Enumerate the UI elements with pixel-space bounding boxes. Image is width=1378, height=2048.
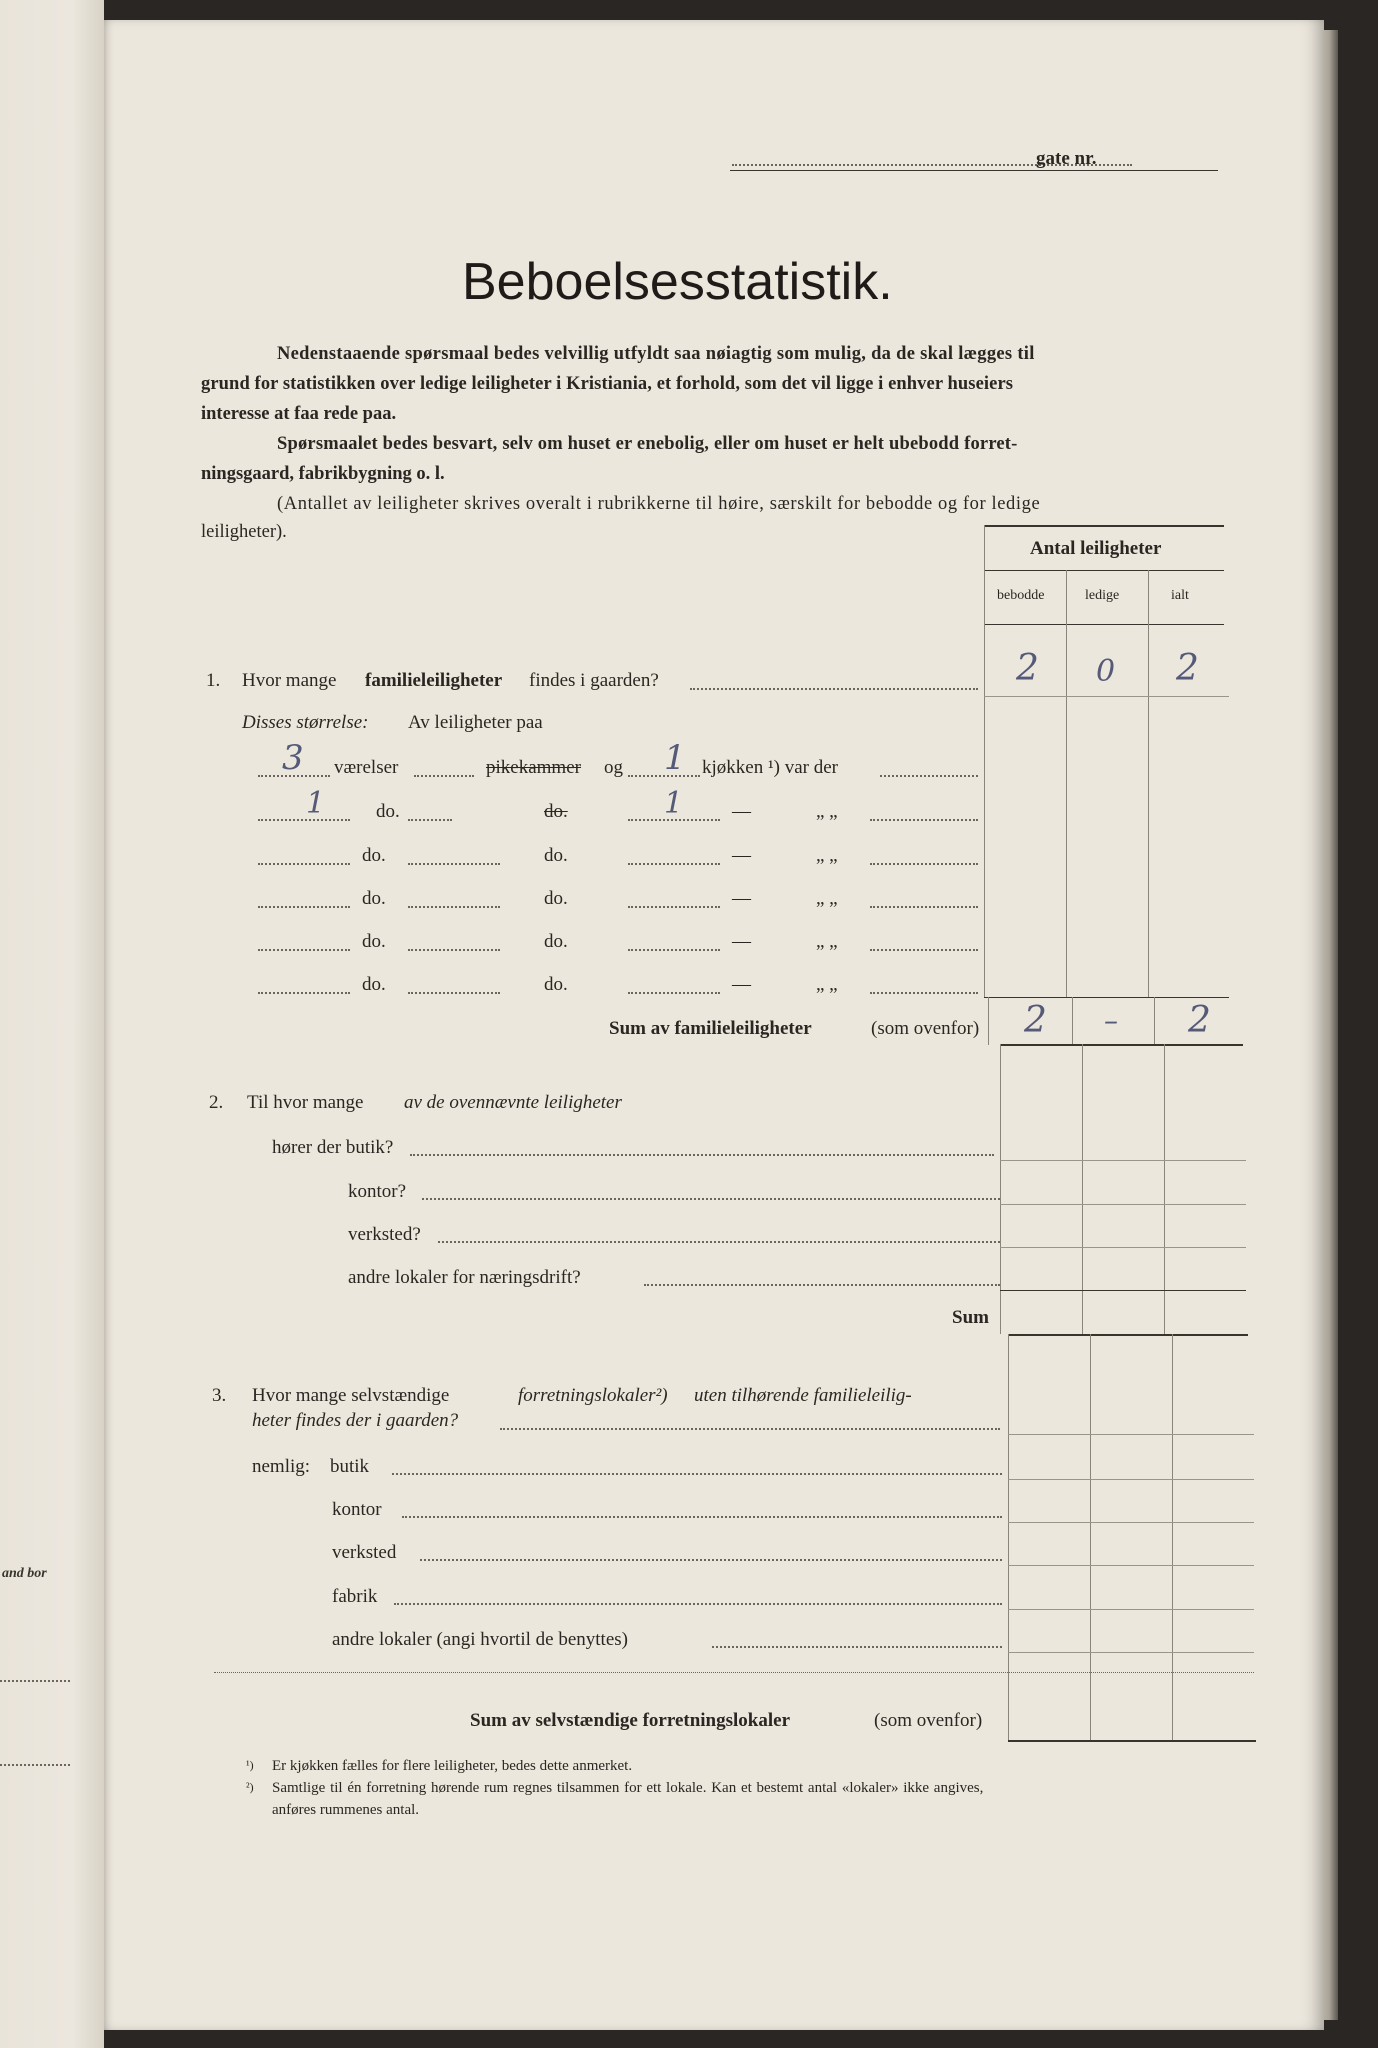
col-divider — [988, 997, 989, 1045]
col-header-ledige: ledige — [1085, 588, 1120, 603]
ditto-marks: „ „ — [816, 801, 838, 822]
q1-sum-label: Sum av familieleiligheter — [609, 1018, 812, 1039]
rooms-field[interactable] — [258, 863, 350, 865]
q3-item-verksted: verksted — [332, 1542, 397, 1563]
q2-number: 2. — [209, 1092, 224, 1113]
rooms-label: do. — [362, 888, 386, 909]
leader-dots — [644, 1284, 1000, 1286]
leader-dots — [500, 1428, 1000, 1430]
leader-dots — [880, 775, 978, 777]
col-divider — [1072, 997, 1073, 1045]
maid-room-label: do. — [544, 974, 568, 995]
col-divider — [1008, 1334, 1009, 1742]
q1-sum-label-b: (som ovenfor) — [871, 1018, 980, 1039]
sizes-intro-a: Disses størrelse: — [242, 712, 369, 733]
q2-item-verksted: verksted? — [348, 1224, 421, 1245]
maid-field[interactable] — [408, 992, 500, 994]
row-rule — [1000, 1204, 1246, 1205]
q3-item-andre: andre lokaler (angi hvortil de benyttes) — [332, 1629, 628, 1650]
table-rule — [984, 624, 1224, 625]
rooms-value[interactable]: 1 — [306, 786, 326, 821]
rooms-label: do. — [362, 974, 386, 995]
q1-sum-ledige[interactable]: – — [1104, 1004, 1118, 1037]
dash: — — [732, 974, 751, 995]
row-rule — [1008, 1652, 1254, 1653]
intro-line: leiligheter). — [201, 522, 287, 542]
q1-number: 1. — [206, 670, 221, 691]
rooms-label: do. — [362, 845, 386, 866]
col-divider — [1066, 570, 1067, 997]
maid-field[interactable] — [408, 906, 500, 908]
leader-dots — [438, 1241, 1000, 1243]
q3-text-c: uten tilhørende familieleilig- — [694, 1385, 912, 1406]
leader-dots — [392, 1473, 1002, 1475]
margin-dotline — [0, 1680, 70, 1682]
gate-label: gate nr. — [1036, 148, 1097, 169]
q2-text-b: av de ovennævnte leiligheter — [404, 1092, 622, 1113]
margin-dotline — [0, 1764, 70, 1766]
leader-dots — [402, 1516, 1002, 1518]
maid-room-label: do. — [544, 845, 568, 866]
q1-ialt-value[interactable]: 2 — [1176, 648, 1199, 689]
row-rule — [1000, 1160, 1246, 1161]
rooms-field[interactable] — [258, 992, 350, 994]
street-underline — [730, 170, 1218, 171]
intro-line: ningsgaard, fabrikbygning o. l. — [201, 464, 445, 484]
q2-item-butik: hører der butik? — [272, 1137, 394, 1158]
q3-item-butik: butik — [330, 1456, 370, 1477]
leader-dots — [870, 863, 978, 865]
col-divider — [984, 525, 985, 997]
q3-sum-label: Sum av selvstændige forretningslokaler — [470, 1710, 791, 1731]
kitchen-field[interactable] — [628, 992, 720, 994]
maid-room-label: do. — [544, 888, 568, 909]
footnote-1: Er kjøkken fælles for flere leiligheter, bedes dette anmerket. — [272, 1758, 633, 1774]
blank-line[interactable] — [214, 1672, 1254, 1673]
q3-text-d: heter findes der i gaarden? — [252, 1410, 459, 1431]
footnote-2a: Samtlige til én forretning hørende rum regnes tilsammen for ett lokale. Kan et bestemt antal «lokaler» ikke angives, — [272, 1780, 984, 1796]
kitchen-field[interactable] — [628, 863, 720, 865]
kitchen-field[interactable] — [628, 906, 720, 908]
footnote-2b: anføres rummenes antal. — [272, 1802, 420, 1818]
leader-dots — [870, 906, 978, 908]
ditto-marks: „ „ — [816, 974, 838, 995]
intro-line: interesse at faa rede paa. — [201, 404, 397, 424]
q3-text-b: forretningslokaler²) — [518, 1385, 668, 1406]
q1-text-b: familieleiligheter — [365, 670, 503, 691]
ditto-marks: „ „ — [816, 845, 838, 866]
row-rule — [1008, 1479, 1254, 1480]
q1-ledige-value[interactable]: 0 — [1096, 654, 1116, 689]
sum-rule — [1008, 1740, 1256, 1742]
margin-fragment: and bor — [2, 1566, 47, 1581]
col-header-ialt: ialt — [1171, 588, 1189, 603]
maid-room-label: do. — [544, 931, 568, 952]
col-divider — [1172, 1334, 1173, 1742]
row-rule — [1000, 1290, 1246, 1291]
leader-dots — [870, 992, 978, 994]
rooms-label: do. — [362, 931, 386, 952]
ditto-marks: „ „ — [816, 888, 838, 909]
q1-sum-bebodde[interactable]: 2 — [1024, 1000, 1047, 1041]
row-rule — [1008, 1434, 1254, 1435]
maid-field[interactable] — [408, 949, 500, 951]
leader-dots — [422, 1198, 1000, 1200]
intro-line: grund for statistikken over ledige leiligheter i Kristiania, et forhold, som det vil ligge i enhver huseiers — [201, 374, 1014, 394]
q1-bebodde-value[interactable]: 2 — [1016, 648, 1039, 689]
table-title: Antal leiligheter — [1030, 538, 1162, 559]
row-rule — [1008, 1522, 1254, 1523]
leader-dots — [870, 949, 978, 951]
col-header-bebodde: bebodde — [997, 588, 1045, 603]
col-divider — [1154, 997, 1155, 1045]
leader-dots — [420, 1559, 1002, 1561]
rooms-field[interactable] — [258, 949, 350, 951]
leader-dots — [690, 688, 978, 690]
maid-field[interactable] — [408, 819, 452, 821]
kitchen-field[interactable] — [628, 949, 720, 951]
sum-rule — [1000, 1044, 1243, 1046]
leader-dots — [394, 1603, 1002, 1605]
dash: — — [732, 801, 751, 822]
kitchen-label: kjøkken ¹) var der — [702, 757, 839, 778]
table-top-rule — [984, 525, 1224, 527]
q3-sum-label-b: (som ovenfor) — [874, 1710, 983, 1731]
row-rule — [1008, 1565, 1254, 1566]
table-rule — [984, 570, 1224, 571]
q1-sum-ialt[interactable]: 2 — [1188, 1000, 1211, 1041]
maid-field[interactable] — [414, 775, 474, 777]
rooms-field[interactable] — [258, 819, 350, 821]
q2-sum-label: Sum — [952, 1307, 989, 1328]
intro-line: Spørsmaalet bedes besvart, selv om huset er enebolig, eller om huset er helt ubebodd forret- — [277, 434, 1018, 454]
and-label: og — [604, 757, 623, 778]
q3-item-fabrik: fabrik — [332, 1586, 378, 1607]
maid-room-label: pikekammer — [486, 757, 581, 778]
maid-field[interactable] — [408, 863, 500, 865]
row-rule — [1000, 1247, 1246, 1248]
dash: — — [732, 888, 751, 909]
dash: — — [732, 845, 751, 866]
maid-room-label: do. — [544, 801, 568, 822]
leader-dots — [870, 819, 978, 821]
intro-line: Nedenstaaende spørsmaal bedes velvillig utfyldt saa nøiagtig som mulig, da de skal lægges til — [277, 344, 1035, 364]
q2-item-andre: andre lokaler for næringsdrift? — [348, 1267, 581, 1288]
q3-nemlig: nemlig: — [252, 1456, 311, 1477]
footnote-2-mark: ²) — [246, 1780, 254, 1794]
rooms-field[interactable] — [258, 906, 350, 908]
q3-number: 3. — [212, 1385, 227, 1406]
kitchen-value[interactable]: 1 — [664, 786, 684, 821]
dash: — — [732, 931, 751, 952]
q3-item-kontor: kontor — [332, 1499, 382, 1520]
form-page — [104, 20, 1324, 2030]
col-divider — [1148, 570, 1149, 997]
row-rule — [1008, 1609, 1254, 1610]
sum-rule — [1008, 1334, 1248, 1336]
q2-text-a: Til hvor mange — [247, 1092, 364, 1113]
ditto-marks: „ „ — [816, 931, 838, 952]
row-rule — [984, 696, 1229, 697]
rooms-label: do. — [376, 801, 400, 822]
leader-dots — [410, 1154, 994, 1156]
q2-item-kontor: kontor? — [348, 1181, 407, 1202]
page-title: Beboelsesstatistik. — [462, 253, 893, 311]
rooms-label: værelser — [334, 757, 399, 778]
intro-line: (Antallet av leiligheter skrives overalt i rubrikkerne til høire, særskilt for bebodde og for ledige — [277, 494, 1041, 514]
table-rule — [984, 997, 1229, 998]
col-divider — [1090, 1334, 1091, 1742]
adjacent-page — [0, 0, 104, 2048]
kitchen-value[interactable]: 1 — [664, 738, 686, 778]
footnote-1-mark: ¹) — [246, 1758, 254, 1772]
q3-text-a: Hvor mange selvstændige — [252, 1385, 450, 1406]
q1-text-a: Hvor mange — [242, 670, 337, 691]
leader-dots — [712, 1646, 1002, 1648]
sizes-intro-b: Av leiligheter paa — [408, 712, 543, 733]
q1-text-c: findes i gaarden? — [529, 670, 659, 691]
rooms-value[interactable]: 3 — [282, 738, 304, 778]
